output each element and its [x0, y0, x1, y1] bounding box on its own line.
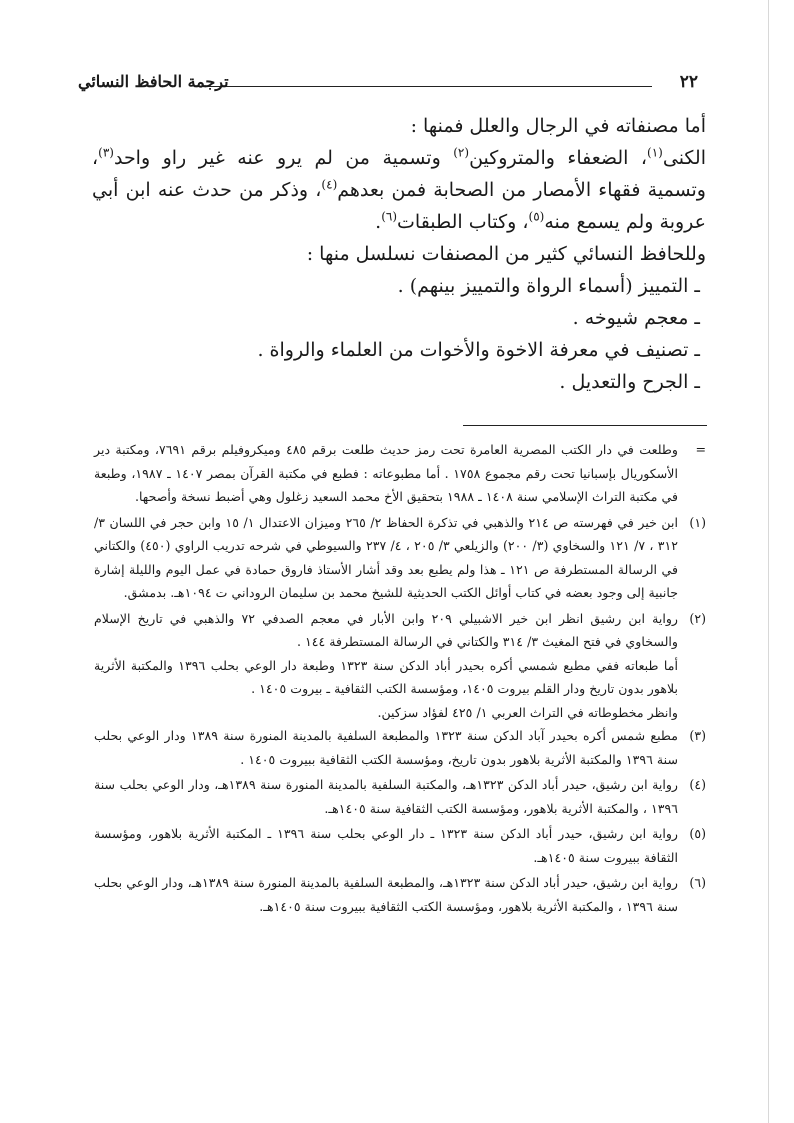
- paragraph-text: ، وكتاب الطبقات: [397, 211, 529, 233]
- footnote-number: (٤): [689, 777, 706, 792]
- footnote-number: (٦): [689, 875, 706, 890]
- footnote-reference: (٦): [381, 209, 398, 224]
- footnote-separator: [463, 425, 707, 426]
- list-item: ـ الجرح والتعديل .: [559, 371, 700, 393]
- list-item: ـ معجم شيوخه .: [572, 307, 700, 329]
- footnote-1: [94, 511, 706, 605]
- footnote-reference: (٣): [98, 145, 114, 160]
- page-edge-line: [768, 0, 769, 1123]
- footnote-2-note: وانظر مخطوطاته في التراث العربي ١/ ٤٢٥ لفؤاد سزكين.: [377, 704, 678, 720]
- footnote-text: ابن خير في فهرسته ص ٢١٤ والذهبي في تذكرة الحفاظ ٢/ ٢٦٥ وميزان الاعتدال ١/ ١٥ وابن حجر في اللسان ٣/ ٣١٢ ، ٧/ ١٢١ والسخاوي (٣/ ٢٠٠) والزيلعي ٣/ ٢٠٥ ، ٤/ ٢٣٧ والسيوطي في شرحه تدريب الراوي (٤٥٠) والكتاني في الرسالة المستطرفة ص ١٢١ ـ هذا ولم يطبع بعد وقد أشار الأستاذ فاروق حمادة في عمل اليوم والليلة إشارة جانبية إلى وجود بعضه في كتاب أوائل الكتب الحديثية للشيخ محمد بن سليمان الروداني ت ١٠٩٤هـ. بدمشق.: [94, 514, 679, 600]
- footnote-3: [94, 724, 706, 771]
- footnote-text: رواية ابن رشيق انظر ابن خير الاشبيلي ٢٠٩ وابن الأبار في معجم الصدفي ٧٢ والذهبي في تاريخ الإسلام والسخاوي في فتح المغيث ٣/ ٣١٤ والكتاني في الرسالة المستطرفة ١٤٤ .: [94, 610, 679, 649]
- list-item: ـ التمييز (أسماء الرواة والتمييز بينهم) .: [397, 275, 700, 297]
- footnotes: [94, 438, 706, 918]
- paragraph-text: وتسمية من لم يرو عنه غير راو واحد: [113, 147, 454, 169]
- running-title: ترجمة الحافظ النسائي: [78, 72, 229, 91]
- footnote-text: مطبع شمس أكره بحيدر آباد الدكن سنة ١٣٢٣ والمطبعة السلفية بالمدينة المنورة سنة ١٣٨٩ ودار الوعي بحلب سنة ١٣٩٦ والمكتبة الأثرية بلاهور بدون تاريخ، ومؤسسة الكتب الثقافية ببيروت ١٤٠٥ .: [94, 728, 678, 767]
- works-intro: أما مصنفاته في الرجال والعلل فمنها :: [410, 115, 706, 137]
- paragraph-text: ، وتسمية فقهاء الأمصار من الصحابة فمن بعدهم: [92, 147, 706, 201]
- footnote-reference: (١): [647, 145, 663, 160]
- footnote-reference: (٢): [453, 145, 470, 160]
- footnote-number: (٢): [689, 610, 706, 626]
- more-works-intro: وللحافظ النسائي كثير من المصنفات نسلسل منها :: [306, 243, 706, 265]
- page-header: [78, 72, 698, 100]
- footnote-continuation: [94, 438, 706, 509]
- paragraph-text: الكنى: [662, 147, 706, 169]
- footnote-6: [94, 871, 706, 918]
- paragraph-text: ، الضعفاء والمتروكين: [469, 147, 648, 169]
- main-text: [92, 110, 706, 398]
- footnote-number: (٣): [689, 728, 706, 743]
- footnote-text: رواية ابن رشيق، حيدر أباد الدكن سنة ١٣٢٣ ـ دار الوعي بحلب سنة ١٣٩٦ ـ المكتبة الأثرية بلاهور، ومؤسسة الثقافة ببيروت سنة ١٤٠٥هـ.: [94, 826, 678, 865]
- continuation-mark: =: [695, 442, 706, 457]
- footnote-reference: (٤): [321, 177, 338, 192]
- footnote-4: [94, 773, 706, 820]
- header-rule: [208, 86, 652, 87]
- footnote-2-note: أما طبعاته ففي مطبع شمسي أكره بحيدر أباد الدكن سنة ١٣٢٣ وطبعة دار الوعي بحلب ١٣٩٦ والمكتبة الأثرية بلاهور بدون تاريخ ودار القلم بيروت ١٤٠٥، ومؤسسة الكتب الثقافية ـ بيروت ١٤٠٥ .: [94, 657, 679, 696]
- paragraph-text: ، وذكر من حدث عنه ابن أبي عروبة ولم يسمع منه: [92, 179, 706, 233]
- footnote-text: رواية ابن رشيق، حيدر أباد الدكن سنة ١٣٢٣هـ، والمطبعة السلفية بالمدينة المنورة سنة ١٣٨٩هـ، ودار الوعي بحلب سنة ١٣٩٦ ، والمكتبة الأثرية بلاهور، ومؤسسة الكتب الثقافية ببيروت سنة ١٤٠٥هـ.: [94, 875, 678, 914]
- footnote-reference: (٥): [528, 209, 545, 224]
- footnote-text: رواية ابن رشيق، حيدر أباد الدكن ١٣٢٣هـ، والمكتبة السلفية بالمدينة المنورة سنة ١٣٨٩هـ، ودار الوعي بحلب سنة ١٣٩٦ ، والمكتبة الأثرية بلاهور، ومؤسسة الكتب الثقافية سنة ١٤٠٥هـ.: [94, 777, 679, 816]
- footnote-number: (٥): [689, 826, 706, 841]
- page-number: ٢٢: [679, 72, 698, 92]
- list-item: ـ تصنيف في معرفة الاخوة والأخوات من العلماء والرواة .: [257, 339, 700, 361]
- works-paragraph: [92, 142, 706, 238]
- footnote-5: [94, 822, 706, 869]
- paragraph-text: .: [375, 211, 382, 233]
- footnote-number: (١): [689, 514, 706, 530]
- footnote-text: وطلعت في دار الكتب المصرية العامرة تحت رمز حديث طلعت برقم ٤٨٥ وميكروفيلم برقم ٧٦٩١، ومكتبة دير الأسكوريال بإسبانيا تحت رقم مجموع ١٧٥٨ . أما مطبوعاته : فطبع في مكتبة القرآن بمصر ١٤٠٧ ـ ١٩٨٧، وطبعة في مكتبة التراث الإسلامي سنة ١٤٠٨ ـ ١٩٨٨ بتحقيق الأخ محمد السعيد زغلول وهي أضبط نسخة وأصحها.: [94, 442, 678, 504]
- footnote-2: [94, 607, 706, 654]
